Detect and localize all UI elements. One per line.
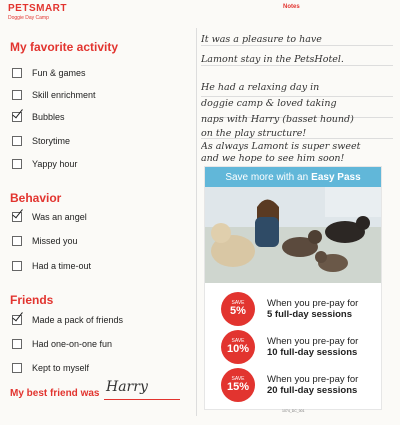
offer-sessions: 5 full-day sessions <box>267 309 353 320</box>
note-line: He had a relaxing day in <box>201 82 320 93</box>
notes-label: Notes <box>283 4 300 10</box>
note-line: and we hope to see him soon! <box>201 153 345 164</box>
offer-10-percent <box>221 327 381 367</box>
behavior-time-out[interactable] <box>12 259 91 273</box>
activity-storytime[interactable] <box>12 134 70 148</box>
option-label: Kept to myself <box>32 363 90 373</box>
checkbox[interactable] <box>12 339 22 349</box>
promo-header <box>205 167 381 187</box>
note-line: naps with Harry (basset hound) <box>201 114 354 125</box>
option-label: Storytime <box>32 136 71 146</box>
checkbox[interactable] <box>12 136 22 146</box>
best-friend-underline <box>104 399 180 400</box>
activity-bubbles[interactable] <box>12 110 65 124</box>
easy-pass-promo <box>204 166 382 410</box>
note-rule <box>201 45 393 46</box>
note-rule <box>201 65 393 66</box>
option-label: Had a time-out <box>32 261 92 271</box>
option-label: Skill enrichment <box>32 90 96 100</box>
dogs-photo <box>205 187 381 283</box>
checkbox[interactable] <box>12 90 22 100</box>
behavior-missed-you[interactable] <box>12 234 78 248</box>
option-label: Fun & games <box>32 68 86 78</box>
badge-save: SAVE <box>231 300 245 306</box>
offer-line: When you pre-pay for <box>267 336 359 347</box>
badge-value: 10% <box>226 343 250 355</box>
friends-title: Friends <box>10 293 54 307</box>
offer-5-percent <box>221 289 381 329</box>
offer-sessions: 10 full-day sessions <box>267 347 358 358</box>
promo-title-prefix: Save more with an <box>225 171 309 183</box>
promo-title-bold: Easy Pass <box>311 171 361 183</box>
behavior-angel[interactable] <box>12 210 87 224</box>
checkbox[interactable] <box>12 68 22 78</box>
note-line: doggie camp & loved taking <box>201 98 337 109</box>
offer-text <box>267 298 358 320</box>
friends-pack[interactable] <box>12 313 123 327</box>
note-line: on the play structure! <box>201 128 307 139</box>
checkbox[interactable] <box>12 261 22 271</box>
option-label: Was an angel <box>32 212 87 222</box>
checkbox[interactable] <box>12 159 22 169</box>
brand-logo: PETSMART <box>8 3 67 14</box>
option-label: Bubbles <box>32 112 65 122</box>
brand-subtitle: Doggie Day Camp <box>8 15 49 21</box>
option-label: Had one-on-one fun <box>32 339 113 349</box>
behavior-title: Behavior <box>10 191 62 205</box>
activity-skill-enrichment[interactable] <box>12 88 96 102</box>
note-line: As always Lamont is super sweet <box>201 141 361 152</box>
footer-code: 1074_DC_001 <box>282 409 305 413</box>
checkbox-checked[interactable] <box>12 315 22 325</box>
save-badge <box>221 292 255 326</box>
checkbox[interactable] <box>12 236 22 246</box>
friends-one-on-one[interactable] <box>12 337 112 351</box>
favorite-activity-title: My favorite activity <box>10 40 119 54</box>
badge-value: 5% <box>230 305 246 317</box>
offer-15-percent <box>221 365 381 405</box>
offer-line: When you pre-pay for <box>267 374 359 385</box>
column-divider <box>196 28 197 416</box>
note-rule <box>201 96 393 97</box>
note-line: Lamont stay in the PetsHotel. <box>201 54 344 65</box>
note-line: It was a pleasure to have <box>201 34 322 45</box>
option-label: Missed you <box>32 236 78 246</box>
badge-save: SAVE <box>231 376 245 382</box>
offer-sessions: 20 full-day sessions <box>267 385 358 396</box>
save-badge <box>221 330 255 364</box>
best-friend-label: My best friend was <box>10 388 100 399</box>
offer-text <box>267 336 358 358</box>
option-label: Yappy hour <box>32 159 78 169</box>
offer-text <box>267 374 358 396</box>
badge-save: SAVE <box>231 338 245 344</box>
save-badge <box>221 368 255 402</box>
checkbox[interactable] <box>12 363 22 373</box>
badge-value: 15% <box>226 381 250 393</box>
activity-fun-games[interactable] <box>12 66 86 80</box>
activity-yappy-hour[interactable] <box>12 157 77 171</box>
checkbox-checked[interactable] <box>12 112 22 122</box>
offer-line: When you pre-pay for <box>267 298 359 309</box>
friends-kept-to-myself[interactable] <box>12 361 89 375</box>
best-friend-value[interactable]: Harry <box>106 379 148 395</box>
option-label: Made a pack of friends <box>32 315 124 325</box>
checkbox-checked[interactable] <box>12 212 22 222</box>
